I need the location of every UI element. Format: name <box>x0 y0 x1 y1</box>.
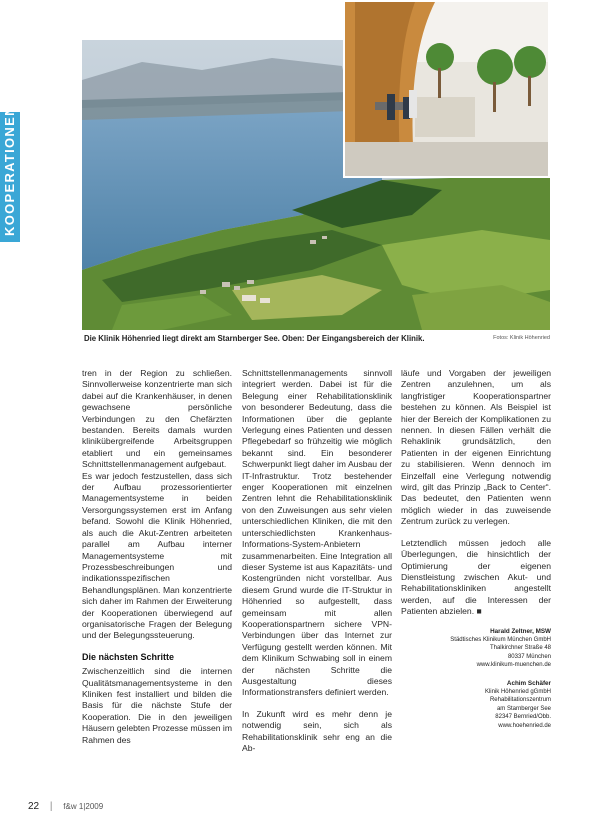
author-line: www.hoehenried.de <box>498 722 551 729</box>
author-line: Städtisches Klinikum München GmbH <box>450 636 551 643</box>
page-footer <box>28 801 103 812</box>
photo-caption <box>84 334 550 348</box>
text-column-1 <box>82 368 232 746</box>
section-tab <box>0 105 20 242</box>
section-tab-label: KOOPERATIONEN <box>2 105 17 236</box>
author-line: am Starnberger See <box>496 705 551 712</box>
author-line: www.klinikum-muenchen.de <box>476 662 551 669</box>
author-line: Thalkirchner Straße 48 <box>489 645 551 652</box>
author-name: Achim Schäfer <box>506 679 551 687</box>
paragraph: Zwischenzeitlich sind die internen Qualitätsmanagementsysteme in den Kliniken fest installiert und bilden die Basis für die nächste Stufe der Kooperation. Die in den jeweiligen Häusern gelebten Prozesse müssen im Rahmen des <box>82 666 232 745</box>
text-column-3 <box>401 368 551 730</box>
paragraph: tren in der Region zu schließen. Sinnvollerweise konzentrierte man sich dabei auf die Krankenhäuser, in denen gewachsene persönliche Verbindungen zu den Chefärzten bestanden. Bereits damals wurden klinikübergreifende Arbeitsgruppen etabliert und ein gemeinsames Schnittstellenmanagement aufgebaut. <box>82 368 232 470</box>
author-name: Harald Zeltner, MSW <box>490 627 551 635</box>
paragraph: Es war jedoch festzustellen, dass sich der Aufbau prozessorientierter Managementsysteme in beiden Versorgungssystemen erst im Anfang befand. Sowohl die Klinik Höhenried, als auch die Akut-Zentren arbeiteten parallel am Aufbau interner Managementsysteme mit Prozessbeschreibungen und indikationsspezifischen Behandlungsplänen. Man konzentrierte sich daher im Rahmen der Erweiterung der Kooperationen überwiegend auf organisatorische Fragen der Belegung und der Belegungssteuerung. <box>82 470 232 641</box>
author-line: 82347 Bernried/Obb. <box>495 714 551 721</box>
paragraph: läufe und Vorgaben der jeweiligen Zentren anzulehnen, um als langfristiger Kooperationspartner bestehen zu können. Als Beispiel ist hier der Bereich der Komplikationen zu nennen. In diesen Fällen verhält die Rehaklinik grundsätzlich, den Patienten in der eigenen Einrichtung zu stabilisieren. Wenn dennoch im Einzelfall eine Verlegung notwendig wird, gilt das Prinzip „Back to Center“. Das bedeutet, den Patienten wenn möglich wieder in das zuweisende Zentrum zurück zu verlegen. <box>401 368 551 527</box>
paragraph: Letztendlich müssen jedoch alle Überlegungen, die hinsichtlich der Optimierung der eigenen Dienstleistung zwischen Akut- und Rehabilitationskliniken angestellt werden, auf die Interessen der Patienten abzielen. ■ <box>401 537 551 617</box>
caption-text: Die Klinik Höhenried liegt direkt am Starnberger See. Oben: Der Eingangsbereich der Klinik. <box>84 334 425 343</box>
section-heading: Die nächsten Schritte <box>82 651 175 662</box>
author-signature <box>401 680 551 730</box>
author-signature <box>401 628 551 670</box>
author-line: 80337 München <box>507 653 551 660</box>
page-number: 22 <box>28 801 40 812</box>
photo-credit: Fotos: Klinik Höhenried <box>493 335 550 341</box>
footer-divider: | <box>49 801 53 812</box>
author-line: Klinik Höhenried gGmbH <box>484 688 551 695</box>
author-line: Rehabilitationszentrum <box>489 697 551 704</box>
paragraph: In Zukunft wird es mehr denn je notwendig sein, sich als Rehabilitationsklinik sehr eng an die Ab- <box>242 708 392 753</box>
text-column-2 <box>242 368 392 754</box>
entrance-photo <box>343 0 550 178</box>
paragraph: Schnittstellenmanagements sinnvoll integriert werden. Dabei ist für die Belegung einer Rehabilitationsklinik von besonderer Bedeutung, dass die Informationen über die geplante Verlegung eines Patienten und dessen Pflegebedarf so frühzeitig wie möglich bekannt sind. Ein besonderer Schwerpunkt liegt daher im Ausbau der IT-Infrastruktur. Trotz bestehender enger Kooperationen mit einzelnen Zentren lehnt die Rehabilitationsklinik von den Zuweisungen aus sehr vielen unterschiedlichen Kliniken, die mit den unterschiedlichsten Krankenhaus-Informations-System-Anbietern zusammenarbeiten. Eine Integration all dieser Systeme ist aus Kapazitäts- und Kostengründen nicht vorstellbar. Aus diesem Grund wurde die IT-Struktur in Höhenried so aufgestellt, dass gemeinsam mit allen Kooperationspartnern sichere VPN-Verbindungen über das Internet zur Verfügung gestellt werden können. Mit dem Klinikum Schwabing soll in einem der nächsten Schritte die Ausgestaltung dieses Informationstransfers definiert werden. <box>242 368 392 698</box>
magazine-issue: f&w 1|2009 <box>63 802 104 811</box>
